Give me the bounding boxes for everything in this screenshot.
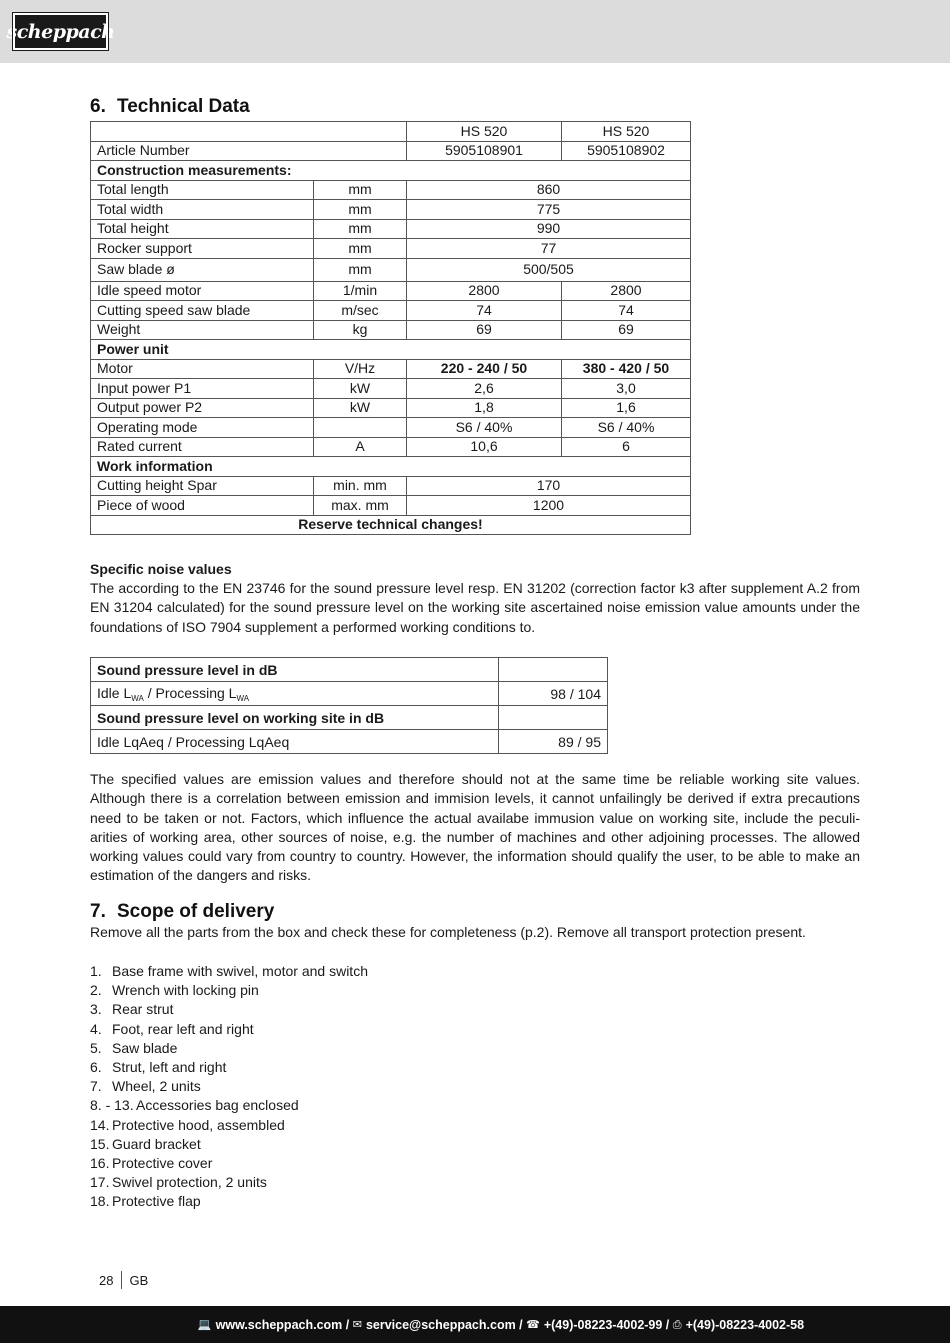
table-row (91, 515, 691, 535)
table-row (91, 359, 691, 379)
table-row (91, 122, 691, 142)
site-label: Idle LqAeq / Processing LqAeq (91, 730, 499, 754)
article-number-1: 5905108901 (407, 141, 562, 161)
list-item: 16. Protective cover (90, 1154, 213, 1171)
phone-number: +(49)-08223-4002-99 / (543, 1317, 670, 1332)
row-label: Rated current (91, 437, 314, 457)
page-language: GB (129, 1272, 149, 1288)
table-row (91, 398, 691, 418)
email-link[interactable]: service@scheppach.com / (365, 1317, 523, 1332)
row-value: 1200 (407, 496, 691, 516)
row-value-1: 2800 (407, 281, 562, 301)
list-item: 8. - 13. Accessories bag enclosed (90, 1097, 299, 1114)
list-item: 18. Protective flap (90, 1193, 201, 1210)
row-unit: V/Hz (314, 359, 407, 379)
row-label: Total height (91, 219, 314, 239)
row-value-1: 220 - 240 / 50 (407, 359, 562, 379)
scope-intro: Remove all the parts from the box and check these for completeness (p.2). Remove all transport protection present. (90, 924, 806, 940)
row-label: Cutting speed saw blade (91, 301, 314, 321)
row-value-2: S6 / 40% (562, 418, 691, 438)
page-divider (121, 1271, 122, 1289)
row-value: 860 (407, 180, 691, 200)
list-item: 14. Protective hood, assembled (90, 1116, 285, 1133)
row-label: Cutting height Spar (91, 476, 314, 496)
row-unit: kW (314, 398, 407, 418)
model-header-1: HS 520 (407, 122, 562, 142)
table-row (91, 320, 691, 340)
phone-icon: ☎ (526, 1318, 540, 1331)
row-value-1: S6 / 40% (407, 418, 562, 438)
table-row (91, 180, 691, 200)
email-icon: ✉ (352, 1318, 362, 1331)
row-value-1: 1,8 (407, 398, 562, 418)
table-row (91, 457, 691, 477)
section-6-number: 6. (90, 96, 106, 117)
table-row (91, 301, 691, 321)
row-label: Piece of wood (91, 496, 314, 516)
table-row (91, 730, 608, 754)
row-value-1: 69 (407, 320, 562, 340)
header-bar (0, 0, 950, 63)
page-number (99, 1271, 148, 1289)
row-value-2: 3,0 (562, 379, 691, 399)
table-row (91, 141, 691, 161)
list-item: 5. Saw blade (90, 1039, 178, 1056)
row-value: 170 (407, 476, 691, 496)
spl-heading: Sound pressure level in dB (91, 658, 499, 682)
technical-data-table (90, 121, 691, 535)
section-7-number: 7. (90, 901, 106, 922)
list-item: 15. Guard bracket (90, 1135, 201, 1152)
row-value: 77 (407, 239, 691, 259)
row-value-2: 1,6 (562, 398, 691, 418)
row-label: Output power P2 (91, 398, 314, 418)
table-row (91, 706, 608, 730)
row-unit (314, 418, 407, 438)
row-unit: mm (314, 200, 407, 220)
noise-table (90, 657, 608, 754)
construction-heading: Construction measurements: (91, 161, 691, 181)
row-value: 775 (407, 200, 691, 220)
table-row (91, 200, 691, 220)
section-7-title (90, 901, 274, 923)
row-value: 500/505 (407, 258, 691, 281)
row-value-2: 380 - 420 / 50 (562, 359, 691, 379)
row-unit: mm (314, 258, 407, 281)
reserve-changes-note: Reserve technical changes! (91, 515, 691, 535)
fax-number: +(49)-08223-4002-58 (685, 1317, 805, 1332)
list-item: 17. Swivel protection, 2 units (90, 1174, 267, 1191)
page-number-value: 28 (99, 1272, 114, 1288)
row-value-1: 74 (407, 301, 562, 321)
row-value-2: 6 (562, 437, 691, 457)
row-value-1: 2,6 (407, 379, 562, 399)
row-label: Input power P1 (91, 379, 314, 399)
row-unit: min. mm (314, 476, 407, 496)
article-number-2: 5905108902 (562, 141, 691, 161)
power-unit-heading: Power unit (91, 340, 691, 360)
table-row (91, 379, 691, 399)
table-row (91, 682, 608, 706)
row-unit: mm (314, 219, 407, 239)
footer-bar (0, 1306, 950, 1343)
row-value-2: 74 (562, 301, 691, 321)
row-unit: A (314, 437, 407, 457)
row-unit: max. mm (314, 496, 407, 516)
row-label: Total length (91, 180, 314, 200)
table-row (91, 437, 691, 457)
list-item: 1. Base frame with swivel, motor and switch (90, 963, 368, 979)
row-label: Total width (91, 200, 314, 220)
site-value: 89 / 95 (499, 730, 608, 754)
row-value-1: 10,6 (407, 437, 562, 457)
section-6-title (90, 96, 250, 118)
row-label: Idle speed motor (91, 281, 314, 301)
scheppach-logo (6, 13, 115, 50)
table-row (91, 658, 608, 682)
idle-processing-label: Idle $L_{WA}$ / Processing $L_{WA}$ (91, 682, 499, 706)
fax-icon: ⎙ (672, 1317, 682, 1331)
emission-paragraph: The specified values are emission values and therefore should not at the same time be reliable working site values. Although there is a correlation between emission and immision levels, it cannot unfailingly be derived if extra precautions need to be taken or not. Factors, which influence the actual availabe immusion value on working site, include the peculi-arities of working area, other sources of noise, e.g. the number of machines and other adjoining processes. The allowed working values could vary from country to country. However, the information should qualify the user, to be able to make an estimation of the dangers and risks. (90, 771, 860, 884)
website-link[interactable]: www.scheppach.com / (215, 1317, 350, 1332)
section-7-title-text: Scope of delivery (117, 901, 275, 922)
noise-paragraph: The according to the EN 23746 for the sound pressure level resp. EN 31202 (correction factor k3 after supplement A.2 from EN 31204 calculated) for the sound pressure level on the working site ascertained noise emission value amounts under the foundations of ISO 7904 supplement a performed working conditions to. (90, 580, 860, 635)
row-value-2: 2800 (562, 281, 691, 301)
row-value-2: 69 (562, 320, 691, 340)
table-row (91, 258, 691, 281)
work-information-heading: Work information (91, 457, 691, 477)
row-unit: kg (314, 320, 407, 340)
logo-text: scheppach (6, 20, 115, 43)
noise-values-heading: Specific noise values (90, 561, 232, 577)
list-item: 3. Rear strut (90, 1001, 174, 1018)
row-unit: mm (314, 239, 407, 259)
parts-list (90, 962, 368, 1211)
model-header-2: HS 520 (562, 122, 691, 142)
row-value: 990 (407, 219, 691, 239)
list-item: 6. Strut, left and right (90, 1058, 227, 1075)
list-item: 7. Wheel, 2 units (90, 1078, 201, 1095)
site-heading: Sound pressure level on working site in dB (91, 706, 499, 730)
table-row (91, 219, 691, 239)
row-label: Motor (91, 359, 314, 379)
article-number-label: Article Number (91, 141, 407, 161)
row-unit: kW (314, 379, 407, 399)
row-unit: 1/min (314, 281, 407, 301)
idle-processing-value: 98 / 104 (499, 682, 608, 706)
table-row (91, 476, 691, 496)
computer-icon: 💻 (197, 1318, 212, 1331)
table-row (91, 281, 691, 301)
row-label: Saw blade ø (91, 258, 314, 281)
list-item: 4. Foot, rear left and right (90, 1020, 254, 1037)
section-6-title-text: Technical Data (117, 96, 250, 117)
table-row (91, 340, 691, 360)
table-row (91, 239, 691, 259)
table-row (91, 161, 691, 181)
row-label: Rocker support (91, 239, 314, 259)
row-unit: mm (314, 180, 407, 200)
row-label: Weight (91, 320, 314, 340)
table-row (91, 418, 691, 438)
row-label: Operating mode (91, 418, 314, 438)
table-row (91, 496, 691, 516)
list-item: 2. Wrench with locking pin (90, 982, 259, 999)
row-unit: m/sec (314, 301, 407, 321)
